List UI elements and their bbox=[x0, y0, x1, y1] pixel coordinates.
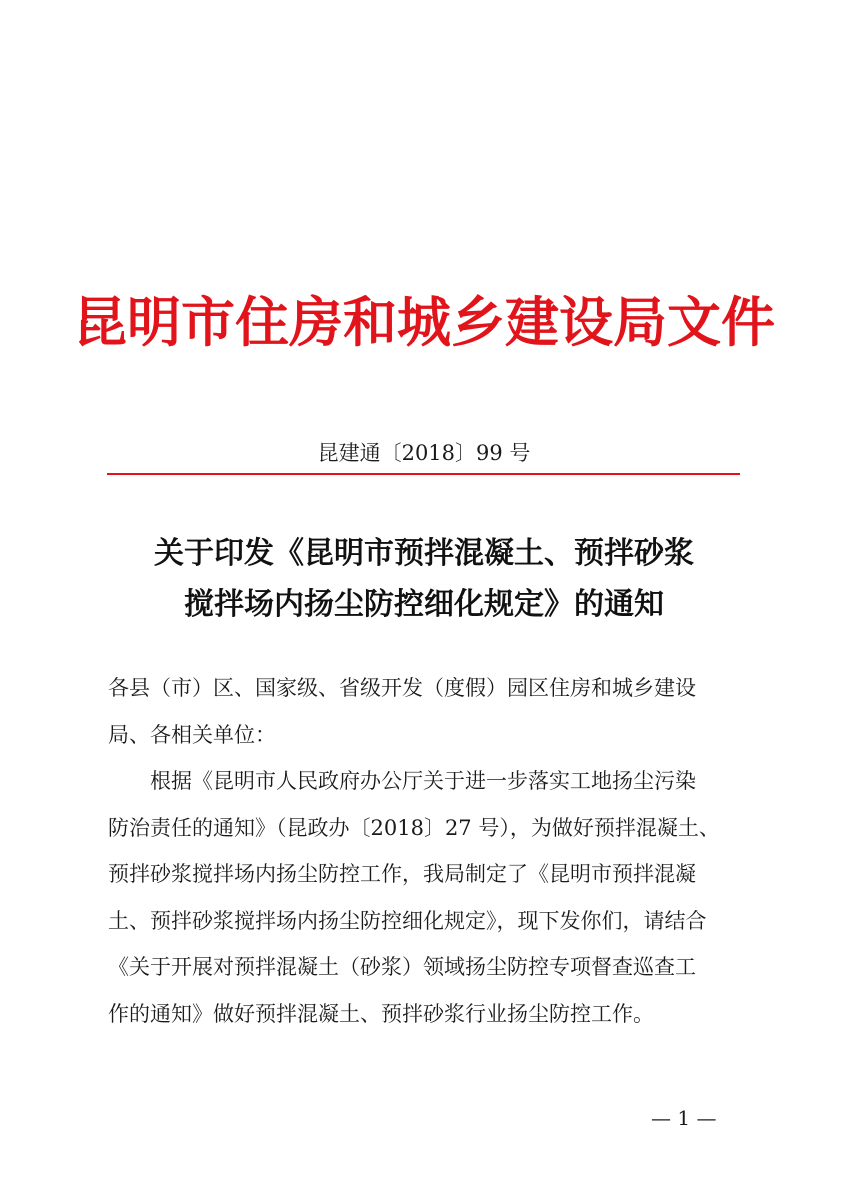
document-number: 昆建通〔2018〕99 号 bbox=[317, 441, 531, 465]
body-line: 防治责任的通知》（昆政办〔2018〕27 号），为做好预拌混凝土、 bbox=[108, 815, 720, 840]
notice-title bbox=[0, 528, 848, 630]
body-line: 作的通知》做好预拌混凝土、预拌砂浆行业扬尘防控工作。 bbox=[108, 1001, 654, 1026]
body-line-addressee-2: 局、各相关单位： bbox=[108, 722, 276, 747]
issuer-heading: 昆明市住房和城乡建设局文件 bbox=[73, 290, 775, 354]
notice-title-line-2: 搅拌场内扬尘防控细化规定》的通知 bbox=[184, 587, 664, 622]
body-line: 土、预拌砂浆搅拌场内扬尘防控细化规定》，现下发你们，请结合 bbox=[108, 908, 707, 933]
body-line: 预拌砂浆搅拌场内扬尘防控工作，我局制定了《昆明市预拌混凝 bbox=[108, 862, 696, 886]
page-number: — 1 — bbox=[651, 1106, 717, 1130]
notice-body bbox=[108, 665, 740, 1037]
red-divider-line bbox=[107, 473, 740, 475]
body-line-addressee-1: 各县（市）区、国家级、省级开发（度假）园区住房和城乡建设 bbox=[108, 676, 696, 700]
body-line: 《关于开展对预拌混凝土（砂浆）领域扬尘防控专项督查巡查工 bbox=[108, 955, 696, 979]
notice-title-line-1: 关于印发《昆明市预拌混凝土、预拌砂浆 bbox=[154, 536, 694, 571]
body-line-paragraph-start: 根据《昆明市人民政府办公厅关于进一步落实工地扬尘污染 bbox=[150, 769, 696, 793]
